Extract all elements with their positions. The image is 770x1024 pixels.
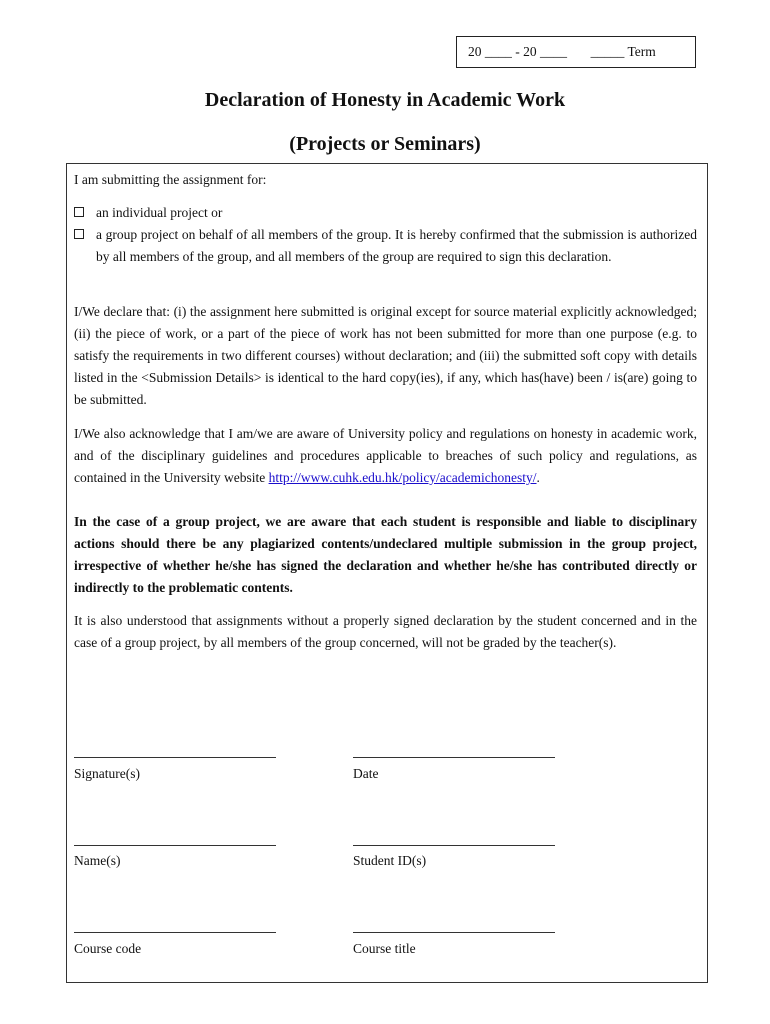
acknowledgement-end: .: [536, 470, 540, 485]
course-title-line[interactable]: [353, 932, 555, 933]
term-box: [456, 36, 696, 68]
intro-text: I am submitting the assignment for:: [74, 172, 267, 187]
acknowledgement-paragraph: [74, 423, 697, 489]
date-label: Date: [353, 766, 379, 781]
individual-project-checkbox[interactable]: [74, 207, 84, 217]
date-line[interactable]: [353, 757, 555, 758]
option-group-project[interactable]: [74, 224, 697, 268]
option-individual-project[interactable]: [74, 202, 697, 224]
signature-label: Signature(s): [74, 766, 140, 781]
group-project-checkbox[interactable]: [74, 229, 84, 239]
course-code-line[interactable]: [74, 932, 276, 933]
option-label: an individual project or: [96, 205, 223, 220]
acknowledgement-text: I/We also acknowledge that I am/we are aware of University policy and regulations on honesty in academic work, and of the disciplinary guidelines and procedures applicable to breaches of such policy and regulations, as contained in the University website: [74, 426, 697, 485]
name-line[interactable]: [74, 845, 276, 846]
student-id-label: Student ID(s): [353, 853, 427, 868]
policy-link[interactable]: http://www.cuhk.edu.hk/policy/academichonesty/: [268, 470, 537, 485]
name-label: Name(s): [74, 853, 121, 868]
grading-notice: It is also understood that assignments without a properly signed declaration by the student concerned and in the case of a group project, by all members of the group concerned, will not be graded by the teacher(s).: [74, 613, 697, 650]
signature-line[interactable]: [74, 757, 276, 758]
term-line: 20 ____ - 20 ____ _____ Term: [468, 44, 656, 59]
student-id-line[interactable]: [353, 845, 555, 846]
declaration-paragraph: I/We declare that: (i) the assignment here submitted is original except for source material explicitly acknowledged; (ii) the piece of work, or a part of the piece of work has not been submitted for more than one purpose (e.g. to satisfy the requirements in two different courses) without declaration; and (iii) the submitted soft copy with details listed in the <Submission Details> is identical to the hard copy(ies), if any, which has(have) been / is(are) going to be submitted.: [74, 304, 697, 407]
course-title-label: Course title: [353, 941, 416, 956]
document-title: Declaration of Honesty in Academic Work: [204, 89, 566, 111]
group-project-notice: In the case of a group project, we are aware that each student is responsible and liable to disciplinary actions should there be any plagiarized contents/undeclared multiple submission in the group project, irrespective of whether he/she has signed the declaration and whether he/she has contributed directly or indirectly to the problematic contents.: [74, 514, 697, 595]
course-code-label: Course code: [74, 941, 142, 956]
option-label: a group project on behalf of all members of the group. It is hereby confirmed that the submission is authorized by all members of the group, and all members of the group are required to sign this declaration.: [96, 227, 697, 264]
document-subtitle: (Projects or Seminars): [289, 133, 481, 155]
